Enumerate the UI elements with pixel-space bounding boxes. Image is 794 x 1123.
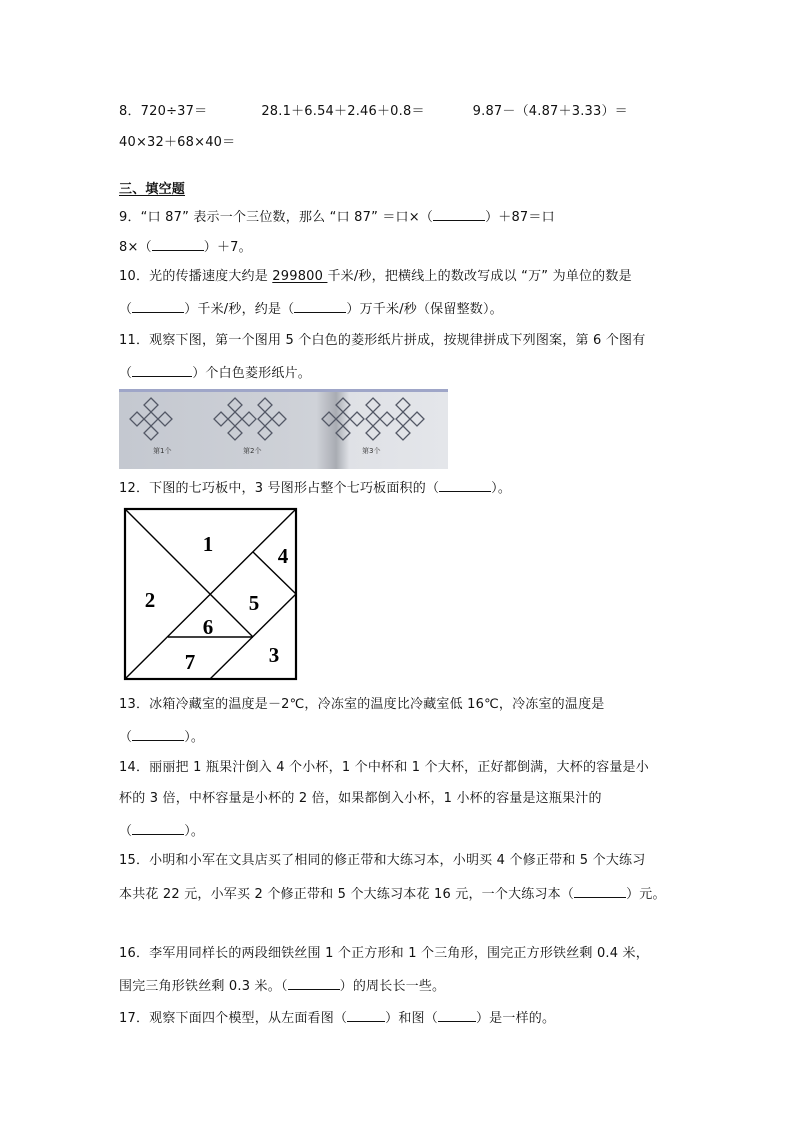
answer-blank[interactable]	[574, 885, 626, 898]
tangram-figure	[120, 504, 302, 685]
text: ）个白色菱形纸片。	[192, 366, 312, 381]
question-13-line-2	[119, 728, 204, 746]
piece-label-5: 5	[248, 591, 260, 615]
question-number: 8．	[119, 104, 141, 119]
answer-blank[interactable]	[439, 479, 491, 492]
question-16-line-1: 16．李军用同样长的两段细铁丝围 1 个正方形和 1 个三角形，围完正方形铁丝剩 0.4 米，	[119, 946, 649, 961]
question-15-line-2	[119, 885, 666, 903]
text: （	[119, 730, 133, 745]
text: （	[119, 302, 133, 317]
text: ）是一样的。	[475, 1011, 556, 1026]
text: （	[119, 366, 133, 381]
question-12-line	[119, 479, 511, 497]
question-14-line-1: 14．丽丽把 1 瓶果汁倒入 4 个小杯，1 个中杯和 1 个大杯，正好都倒满，大杯的容量是小	[119, 760, 649, 775]
figure-label-1: 第1个	[153, 447, 172, 455]
answer-blank[interactable]	[288, 977, 340, 990]
piece-label-1: 1	[202, 532, 214, 556]
tangram-edge	[253, 552, 296, 594]
question-13-line-1: 13．冰箱冷藏室的温度是－2℃，冷冻室的温度比冷藏室低 16℃，冷冻室的温度是	[119, 697, 605, 712]
text: ）＋7。	[203, 240, 252, 255]
expression: 28.1＋6.54＋2.46＋0.8＝	[261, 104, 425, 119]
question-15-line-1: 15．小明和小军在文具店买了相同的修正带和大练习本，小明买 4 个修正带和 5 个大练习	[119, 853, 646, 868]
answer-blank[interactable]	[132, 364, 192, 377]
text: ）。	[184, 824, 205, 839]
question-10-line-1	[119, 269, 632, 285]
answer-blank[interactable]	[438, 1009, 476, 1022]
question-14-line-2: 杯的 3 倍，中杯容量是小杯的 2 倍，如果都倒入小杯，1 小杯的容量是这瓶果汁的	[119, 791, 602, 806]
text: ）元。	[626, 887, 666, 902]
answer-blank[interactable]	[132, 728, 184, 741]
piece-label-4: 4	[277, 544, 289, 568]
text: 围完三角形铁丝剩 0.3 米。（	[119, 979, 288, 994]
expression: 720÷37＝	[140, 104, 208, 119]
text: ）的周长长一些。	[339, 979, 446, 994]
tangram-edge	[125, 509, 253, 637]
text: ）＋87＝口	[485, 210, 555, 225]
question-11-line-1: 11．观察下图，第一个图用 5 个白色的菱形纸片拼成，按规律拼成下列图案，第 6 个图有	[119, 333, 646, 348]
text: ）和图（	[385, 1011, 438, 1026]
text: 10．光的传播速度大约是	[119, 269, 273, 284]
question-8-line-2: 40×32＋68×40＝	[119, 135, 236, 150]
piece-label-3: 3	[268, 643, 280, 667]
text: 千米/秒，把横线上的数改写成以 “万” 为单位的数是	[327, 269, 632, 284]
text: ）。	[491, 481, 512, 496]
figure-label-3: 第3个	[362, 447, 381, 455]
expression: 9.87－（4.87＋3.33）＝	[472, 104, 628, 119]
answer-blank[interactable]	[433, 208, 485, 221]
text: 本共花 22 元，小军买 2 个修正带和 5 个大练习本花 16 元，一个大练习本（	[119, 887, 575, 902]
piece-label-6: 6	[202, 615, 214, 639]
diamond-pattern-figure	[119, 389, 448, 469]
text: 9．“口 87” 表示一个三位数，那么 “口 87” ＝口×（	[119, 210, 434, 225]
underlined-number: 299800	[272, 269, 328, 284]
answer-blank[interactable]	[132, 822, 184, 835]
question-8-line-1	[119, 104, 628, 120]
question-9-line-1	[119, 208, 555, 226]
answer-blank[interactable]	[152, 238, 204, 251]
answer-blank[interactable]	[132, 300, 184, 313]
text: 12．下图的七巧板中，3 号图形占整个七巧板面积的（	[119, 481, 440, 496]
answer-blank[interactable]	[347, 1009, 385, 1022]
text: 17．观察下面四个模型，从左面看图（	[119, 1011, 348, 1026]
question-17-line	[119, 1009, 555, 1027]
answer-blank[interactable]	[294, 300, 346, 313]
figure-label-2: 第2个	[243, 447, 262, 455]
text: ）。	[184, 730, 205, 745]
question-16-line-2	[119, 977, 445, 995]
text: （	[119, 824, 133, 839]
question-9-line-2	[119, 238, 252, 256]
section-heading: 三、填空题	[119, 182, 186, 197]
question-14-line-3	[119, 822, 204, 840]
text: 8×（	[119, 240, 152, 255]
question-11-line-2	[119, 364, 311, 382]
piece-label-7: 7	[184, 650, 196, 674]
question-10-line-2	[119, 300, 503, 318]
text: ）万千米/秒（保留整数）。	[346, 302, 503, 317]
piece-label-2: 2	[144, 588, 156, 612]
text: ）千米/秒，约是（	[184, 302, 295, 317]
